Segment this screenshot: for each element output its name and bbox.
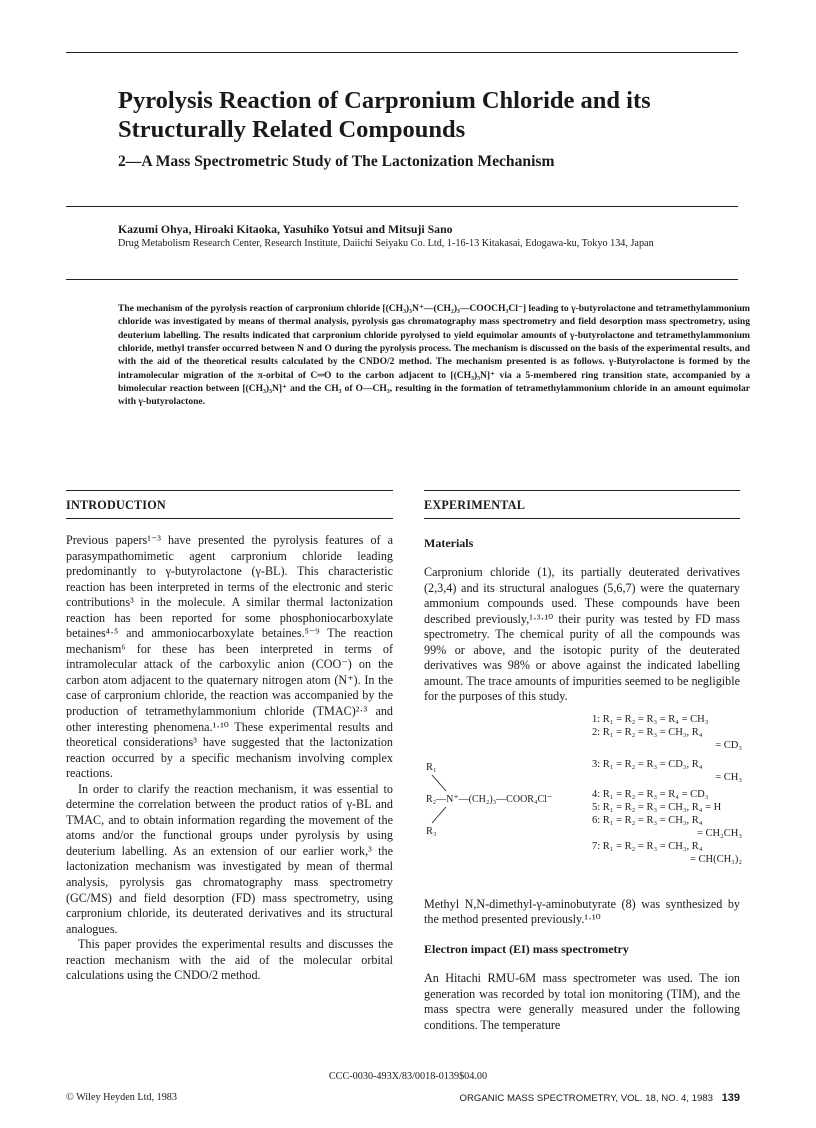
experimental-heading-rule <box>424 518 740 536</box>
structure-core: R₂—N⁺—(CH₂)₃—COOR₄Cl⁻ <box>426 793 553 805</box>
intro-section <box>66 490 393 984</box>
ei-heading: Electron impact (EI) mass spectrometry <box>424 942 629 957</box>
intro-heading: INTRODUCTION <box>66 498 166 512</box>
structure-r1: R₁ <box>426 761 437 773</box>
page-number: 139 <box>721 1092 740 1104</box>
compound-2: 2: R₁ = R₂ = R₃ = CH₃, R₄ = CD₃ <box>592 726 742 751</box>
abstract: The mechanism of the pyrolysis reaction of carpronium chloride [(CH₃)₃N⁺—(CH₂)₃—COOCH₃Cl⁻] leading to γ-butyrolactone and tetramethylammonium chloride was investigated by means of thermal analysis, pyrolysis gas chromatography mass spectrometry and field desorption mass spectrometry, using deuterium labelling. The results indicated that carpronium chloride pyrolysed to yield equimolar amounts of γ-butyrolactone and tetramethylammonium chloride, methyl transfer occurred between N and O during the pyrolysis process. The mechanism is discussed on the basis of the experimental results, and with the aid of the theoretical results calculated by the CNDO/2 method. The mechanism presented is as follows. γ-Butyrolactone is formed by the intramolecular migration of the π-orbital of C═O to the carbon adjacent to [(CH₃)₃N]⁺ via a 5-membered ring transition state, accompanied by a bimolecular reaction between [(CH₃)₃N]⁺ and the CH₃ of O—CH₃, resulting in the formation of tetramethylammonium chloride in an amount equimolar with γ-butyrolactone. <box>118 303 750 408</box>
article-title: Pyrolysis Reaction of Carpronium Chloride and its Structurally Related Compounds <box>118 87 651 143</box>
compound-7: 7: R₁ = R₂ = R₃ = CH₃, R₄ = CH(CH₃)₂ <box>592 840 742 865</box>
structure-figure <box>424 711 740 901</box>
methyl-paragraph: Methyl N,N-dimethyl-γ-aminobutyrate (8) was synthesized by the method presented previously.¹·¹⁰ <box>424 896 740 927</box>
compound-1: 1: R₁ = R₂ = R₃ = R₄ = CH₃ <box>592 713 709 725</box>
footer-journal <box>400 1092 740 1104</box>
title-rule <box>66 206 738 207</box>
experimental-rule <box>424 490 740 498</box>
article-subtitle: 2—A Mass Spectrometric Study of The Lactonization Mechanism <box>118 153 555 170</box>
compound-5: 5: R₁ = R₂ = R₃ = CH₃, R₄ = H <box>592 801 722 813</box>
materials-heading: Materials <box>424 536 474 550</box>
footer-copyright: © Wiley Heyden Ltd, 1983 <box>66 1092 177 1103</box>
experimental-heading: EXPERIMENTAL <box>424 498 526 512</box>
intro-paragraph-1: Previous papers¹⁻³ have presented the pyrolysis features of a parasympathomimetic agent carpronium chloride leading predominantly to γ-butyrolactone (γ-BL). This characteristic reaction has been interpreted in terms of the electronic and steric contributions³ in the molecule. A similar thermal lactonization reaction has been reported for some phosphoniocarboxylate betaines⁴·⁵ and ammoniocarboxylate betaines.⁵⁻⁹ The reaction mechanism⁶ for these has been interpreted in terms of intramolecular attack of the carboxylic anion (COO⁻) on the carbon atom adjacent to the quaternary nitrogen atom (N⁺). In the case of carpronium chloride, the reaction was accompanied by the production of tetramethylammonium chloride (TMAC)²·³ and other interesting phenomena.¹·¹⁰ These experimental results and theoretical considerations³ have suggested that the lactonization reaction occurred by a specific mechanism involving complex reactions. <box>66 533 393 781</box>
author-list: Kazumi Ohya, Hiroaki Kitaoka, Yasuhiko Yotsui and Mitsuji Sano <box>118 222 453 236</box>
compound-3: 3: R₁ = R₂ = R₃ = CD₃, R₄ = CH₃ <box>592 758 742 783</box>
footer-code: CCC-0030-493X/83/0018-0139$04.00 <box>328 1071 488 1082</box>
intro-paragraph-2: In order to clarify the reaction mechanism, it was essential to determine the correlation between the product ratios of γ-BL and TMAC, and to obtain information regarding the movement of the atoms and/or the functional groups under pyrolysis by using deuterium labelling. As an extension of our earlier work,³ the lactonization mechanism was investigated by mean of thermal analysis, pyrolysis gas chromatography mass spectrometry (GC/MS) and field desorption (FD) mass spectrometry, using carpronium chloride, its deuterated derivatives and its structural analogues. <box>66 781 393 936</box>
ei-paragraph: An Hitachi RMU-6M mass spectrometer was used. The ion generation was recorded by total ion monitoring (TIM), and the mass spectra were generally measured under the following conditions. The temperature <box>424 971 740 1032</box>
materials-paragraph: Carpronium chloride (1), its partially deuterated derivatives (2,3,4) and its structural analogues (5,6,7) were the quaternary ammonium compounds used. These compounds have been described previously,¹·³·¹⁰ their purity was tested by FD mass spectrometry. The chemical purity of all the compounds was 99% or above, and the isotopic purity of the deuterated derivatives was 98% or above against the indicated labelling amount. The trace amounts of impurities seemed to be negligible for the purposes of this study. <box>424 565 740 704</box>
compound-4: 4: R₁ = R₂ = R₃ = R₄ = CD₃ <box>592 788 709 800</box>
intro-rule <box>66 490 393 498</box>
author-rule <box>66 279 738 280</box>
compound-list <box>592 713 742 866</box>
compound-6: 6: R₁ = R₂ = R₃ = CH₃, R₄ = CH₂CH₃ <box>592 814 742 839</box>
intro-heading-rule <box>66 518 393 533</box>
experimental-section <box>424 490 740 1033</box>
journal-citation: ORGANIC MASS SPECTROMETRY, VOL. 18, NO. 4, 1983 <box>459 1093 713 1104</box>
intro-paragraph-3: This paper provides the experimental results and discusses the reaction mechanism with the aid of the molecular orbital calculations using the CNDO/2 method. <box>66 937 393 983</box>
top-rule <box>66 52 738 53</box>
structure-r3: R₃ <box>426 825 437 837</box>
affiliation: Drug Metabolism Research Center, Research Institute, Daiichi Seiyaku Co. Ltd, 1-16-13 Kitakasai, Edogawa-ku, Tokyo 134, Japan <box>118 238 654 249</box>
